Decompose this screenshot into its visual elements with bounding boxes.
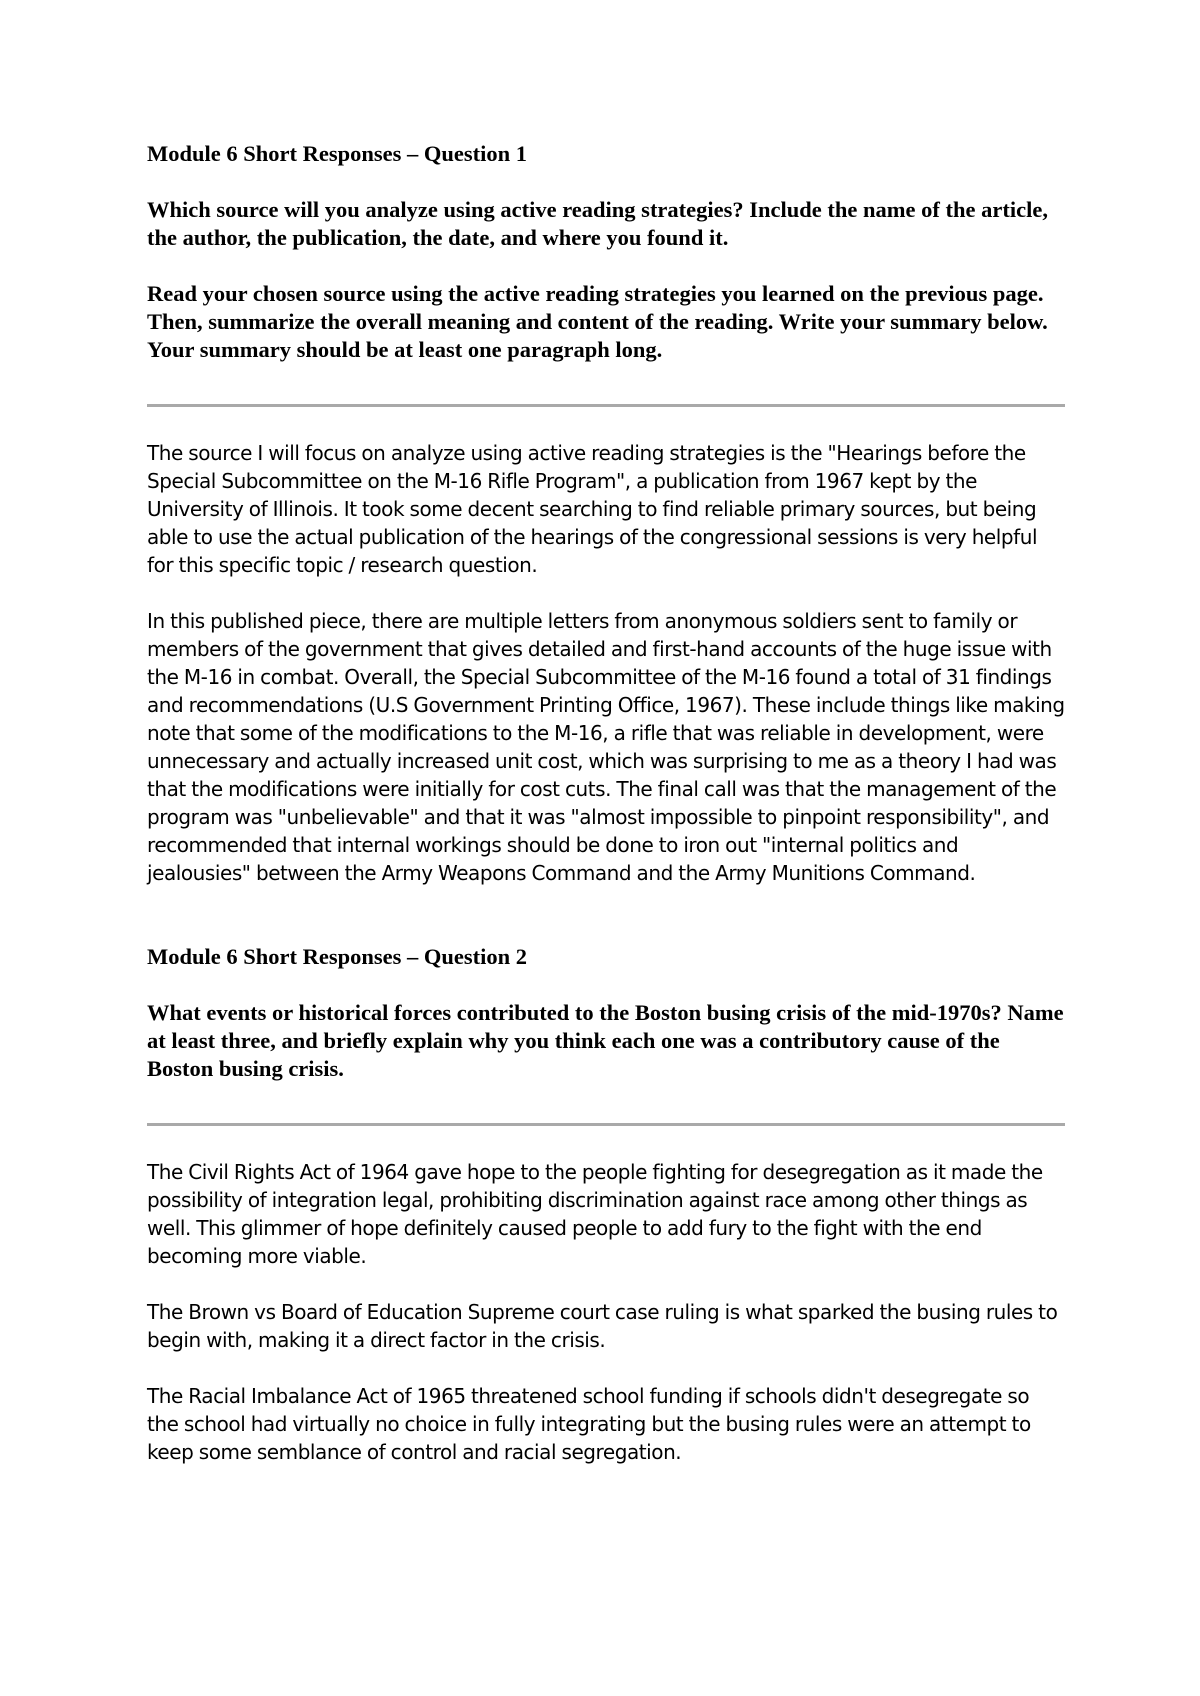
q1-prompt-source: Which source will you analyze using active reading strategies? Include the name of the article, the author, the publication, the date, and where you found it. [147,197,1048,250]
q1-answer-paragraph-2: In this published piece, there are multiple letters from anonymous soldiers sent to family or members of the government that gives detailed and first-hand accounts of the huge issue with the M-16 in combat. Overall, the Special Subcommittee of the M-16 found a total of 31 findings and recommendations (U.S Government Printing Office, 1967). These include things like making note that some of the modifications to the M-16, a rifle that was reliable in development, were unnecessary and actually increased unit cost, which was surprising to me as a theory I had was that the modifications were initially for cost cuts. The final call was that the management of the program was "unbelievable" and that it was "almost impossible to pinpoint responsibility", and recommended that internal workings should be done to iron out "internal politics and jealousies" between the Army Weapons Command and the Army Munitions Command. [147,609,1065,885]
q2-answer-paragraph-1: The Civil Rights Act of 1964 gave hope to the people fighting for desegregation as it made the possibility of integration legal, prohibiting discrimination against race among other things as well. This glimmer of hope definitely caused people to add fury to the fight with the end becoming more viable. [147,1160,1043,1268]
q1-answer-paragraph-1: The source I will focus on analyze using active reading strategies is the "Hearings before the Special Subcommittee on the M-16 Rifle Program", a publication from 1967 kept by the University of Illinois. It took some decent searching to find reliable primary sources, but being able to use the actual publication of the hearings of the congressional sessions is very helpful for this specific topic / research question. [147,441,1038,577]
q2-prompt: What events or historical forces contributed to the Boston busing crisis of the mid-1970s? Name at least three, and briefly explain why you think each one was a contributory cause of the Boston busing crisis. [147,1000,1064,1081]
q2-answer-paragraph-2: The Brown vs Board of Education Supreme court case ruling is what sparked the busing rules to begin with, making it a direct factor in the crisis. [147,1300,1058,1352]
q2-answer-paragraph-3: The Racial Imbalance Act of 1965 threatened school funding if schools didn't desegregate so the school had virtually no choice in fully integrating but the busing rules were an attempt to keep some semblance of control and racial segregation. [147,1384,1031,1464]
q1-prompt-summary: Read your chosen source using the active reading strategies you learned on the previous page. Then, summarize the overall meaning and content of the reading. Write your summary below. Your summary should be at least one paragraph long. [147,281,1048,362]
document-content [147,140,1065,1466]
q1-heading: Module 6 Short Responses – Question 1 [147,141,528,166]
q2-heading: Module 6 Short Responses – Question 2 [147,944,528,969]
